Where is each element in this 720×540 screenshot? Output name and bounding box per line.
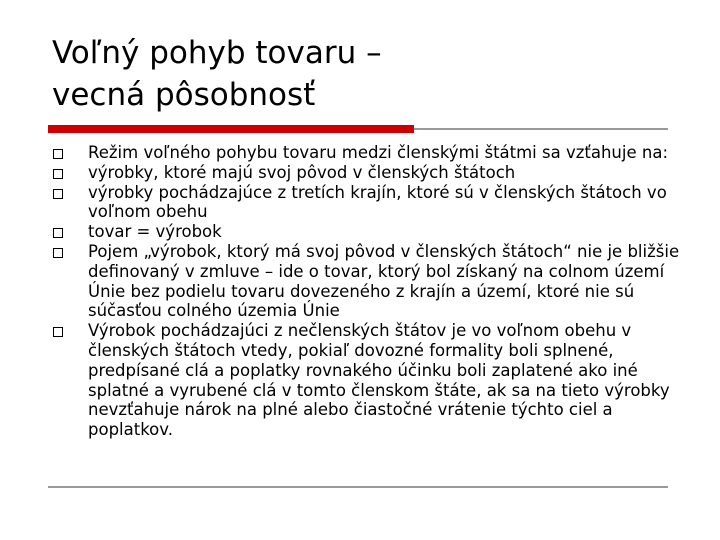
bullet-text: výrobky, ktoré majú svoj pôvod v členských štátoch [88, 162, 516, 182]
title-accent-bar [48, 125, 414, 133]
hollow-square-bullet-icon [53, 189, 63, 199]
bullet-text: výrobky pochádzajúce z tretích krajín, ktoré sú v členských štátoch vo voľnom obehu [88, 182, 667, 222]
bullet-text: Pojem „výrobok, ktorý má svoj pôvod v členských štátoch“ nie je bližšie definovaný v zmluve – ide o tovar, ktorý bol získaný na colnom území Únie bez podielu tovaru dovezeného z krajín a území, ktoré nie sú súčasťou colného územia Únie [88, 241, 680, 321]
slide-title-line-2: vecná pôsobnosť [52, 77, 316, 113]
bullet-item [52, 143, 682, 163]
hollow-square-bullet-icon [53, 228, 63, 238]
bullet-item [52, 222, 682, 242]
bullet-item [52, 321, 682, 440]
title-divider-line [414, 128, 668, 130]
bullet-item [52, 163, 682, 183]
hollow-square-bullet-icon [53, 169, 63, 179]
bullet-text: Režim voľného pohybu tovaru medzi členskými štátmi sa vzťahuje na: [88, 143, 668, 162]
bullet-item [52, 183, 682, 223]
bullet-text: Výrobok pochádzajúci z nečlenských štátov je vo voľnom obehu v členských štátoch vtedy, pokiaľ dovozné formality boli splnené, predpísané clá a poplatky rovnakého účinku boli zaplatené ako iné splatné a vyrubené clá v tomto členskom štáte, ak sa na tieto výrobky nevzťahuje nárok na plné alebo čiastočné vrátenie týchto ciel a poplatkov. [88, 321, 670, 440]
hollow-square-bullet-icon [53, 149, 63, 159]
bullet-list [52, 143, 682, 440]
bullet-item [52, 242, 682, 321]
bullet-text: tovar = výrobok [88, 222, 222, 242]
slide-title [52, 32, 672, 116]
hollow-square-bullet-icon [53, 248, 63, 258]
hollow-square-bullet-icon [53, 327, 63, 337]
slide-title-line-1: Voľný pohyb tovaru – [52, 35, 382, 71]
footer-divider-line [48, 486, 668, 488]
